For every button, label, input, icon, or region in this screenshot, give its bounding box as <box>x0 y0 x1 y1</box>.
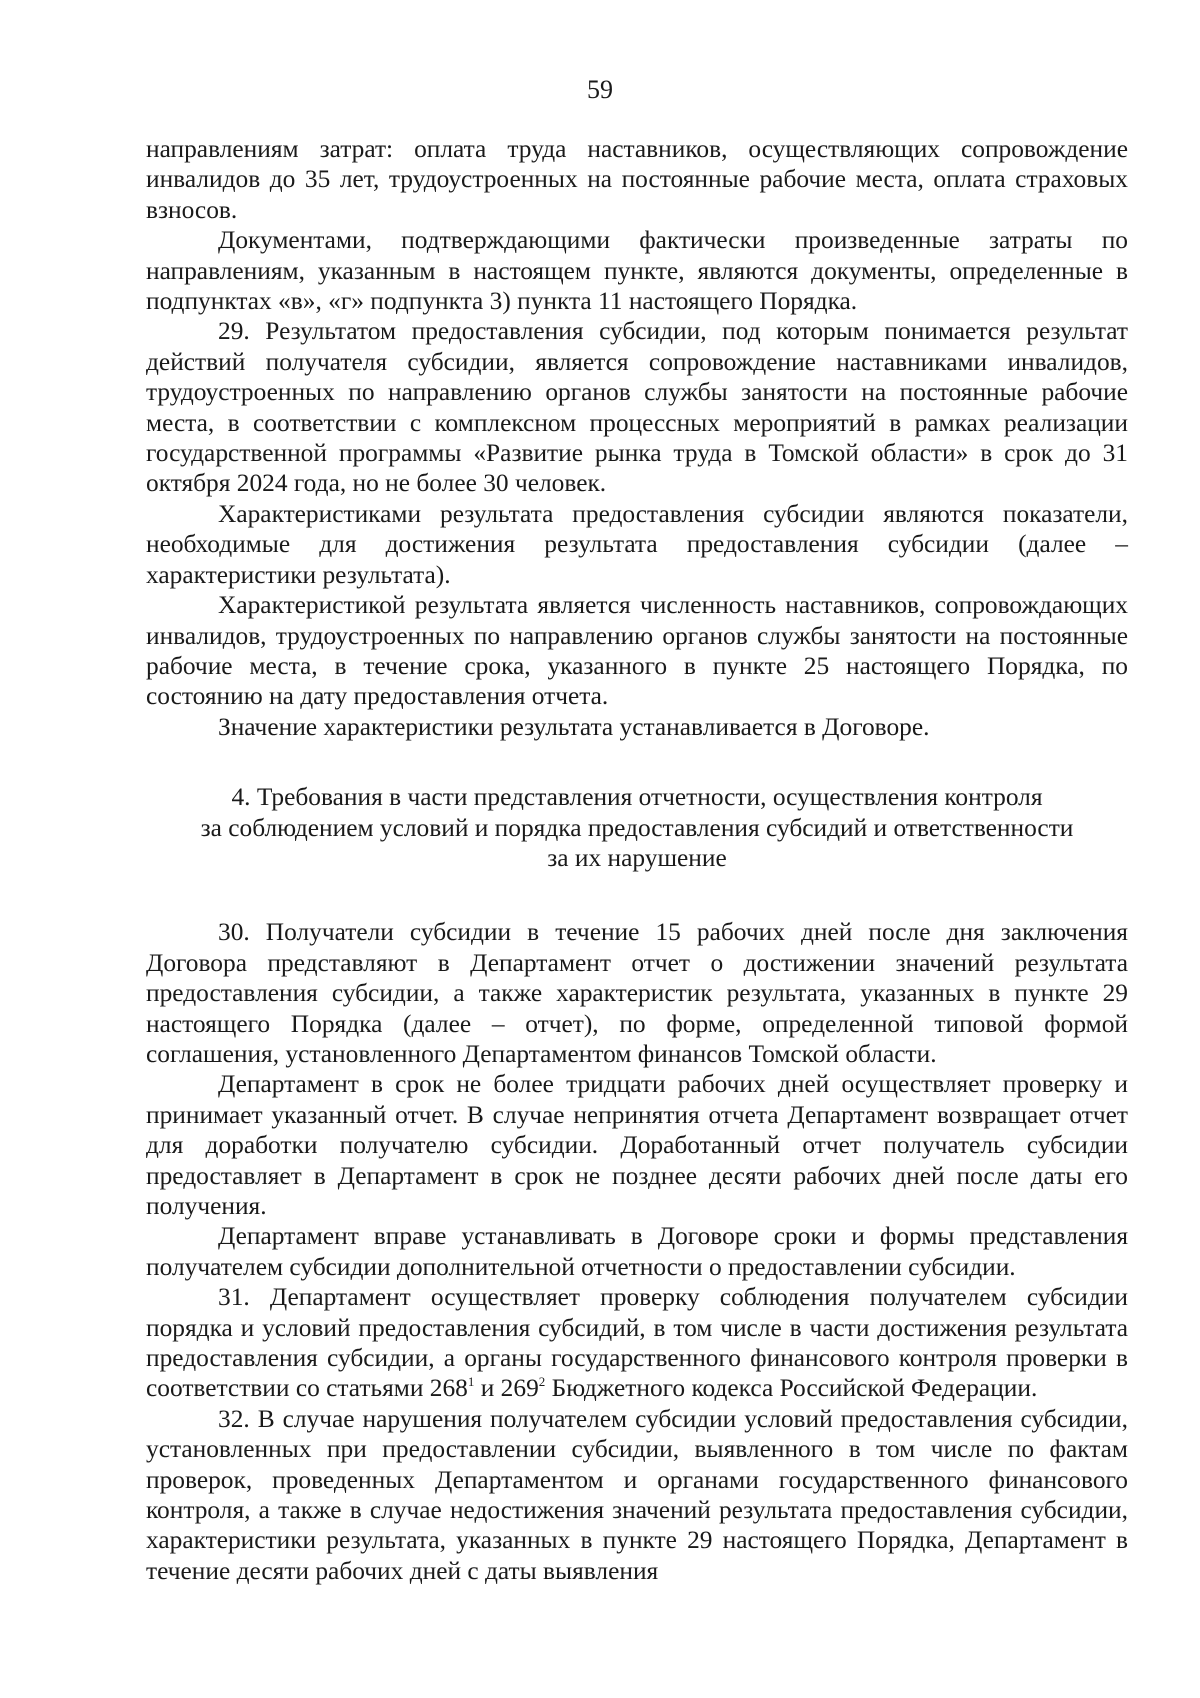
paragraph-30-review: Департамент в срок не более тридцати рабочих дней осуществляет проверку и принимает указанный отчет. В случае непринятия отчета Департамент возвращает отчет для доработки получателю субсидии. Доработанный отчет получатель субсидии предоставляет в Департамент в срок не позднее десяти рабочих дней после даты его получения. <box>146 1070 1128 1220</box>
section-heading <box>146 782 1128 873</box>
paragraph-28-documents: Документами, подтверждающими фактически произведенные затраты по направлениям, указанным в настоящем пункте, являются документы, определенные в подпунктах «в», «г» подпункта 3) пункта 11 настоящего Порядка. <box>146 226 1128 316</box>
paragraph-29-characteristic: Характеристикой результата является численность наставников, сопровождающих инвалидов, трудоустроенных по направлению органов службы занятости на постоянные рабочие места, в течение срока, указанного в пункте 25 настоящего Порядка, по состоянию на дату предоставления отчета. <box>146 591 1128 711</box>
article-ref-268-sup: 1 <box>467 1374 475 1390</box>
article-ref-269-sup: 2 <box>538 1374 546 1390</box>
document-body <box>146 134 1128 1586</box>
page-number: 59 <box>587 75 613 104</box>
paragraph-31 <box>146 1282 1128 1404</box>
article-ref-268: 268 <box>429 1374 468 1403</box>
paragraph-31-conj: и <box>474 1374 501 1403</box>
paragraph-29: 29. Результатом предоставления субсидии, под которым понимается результат действий получателя субсидии, является сопровождение наставниками инвалидов, трудоустроенных по направлению органов службы занятости на постоянные рабочие места, в соответствии с комплексном процессных мероприятий в рамках реализации государственной программы «Развитие рынка труда в Томской области» в срок до 31 октября 2024 года, но не более 30 человек. <box>146 317 1128 498</box>
paragraph-30-additional: Департамент вправе устанавливать в Договоре сроки и формы представления получателем субсидии дополнительной отчетности о предоставлении субсидии. <box>146 1222 1128 1281</box>
section-heading-line: 4. Требования в части представления отчетности, осуществления контроля <box>231 783 1043 812</box>
paragraph-31-text: 31. Департамент осуществляет проверку соблюдения получателем субсидии порядка и условий предоставления субсидий, в том числе в части достижения результата предоставления субсидии, а органы государственного финансового контроля проверки в соответствии со статьями <box>146 1283 1128 1403</box>
paragraph-28-continuation: направлениям затрат: оплата труда наставников, осуществляющих сопровождение инвалидов до 35 лет, трудоустроенных на постоянные рабочие места, оплата страховых взносов. <box>146 135 1128 224</box>
paragraph-32: 32. В случае нарушения получателем субсидии условий предоставления субсидии, установленных при предоставлении субсидии, выявленного в том числе по фактам проверок, проведенных Департаментом и органами государственного финансового контроля, а также в случае недостижения значений результата предоставления субсидии, характеристики результата, указанных в пункте 29 настоящего Порядка, Департамент в течение десяти рабочих дней с даты выявления <box>146 1404 1128 1585</box>
paragraph-29-characteristics: Характеристиками результата предоставления субсидии являются показатели, необходимые для достижения результата предоставления субсидии (далее – характеристики результата). <box>146 499 1128 589</box>
section-heading-line: за их нарушение <box>547 843 727 872</box>
section-heading-line: за соблюдением условий и порядка предоставления субсидий и ответственности <box>200 813 1074 842</box>
paragraph-30: 30. Получатели субсидии в течение 15 рабочих дней после дня заключения Договора представляют в Департамент отчет о достижении значений результата предоставления субсидии, а также характеристик результата, указанных в пункте 29 настоящего Порядка (далее – отчет), по форме, определенной типовой формой соглашения, установленного Департаментом финансов Томской области. <box>146 918 1128 1068</box>
article-ref-269: 269 <box>500 1374 539 1403</box>
paragraph-29-value: Значение характеристики результата устанавливается в Договоре. <box>218 712 930 741</box>
paragraph-31-end: Бюджетного кодекса Российской Федерации. <box>545 1374 1038 1403</box>
